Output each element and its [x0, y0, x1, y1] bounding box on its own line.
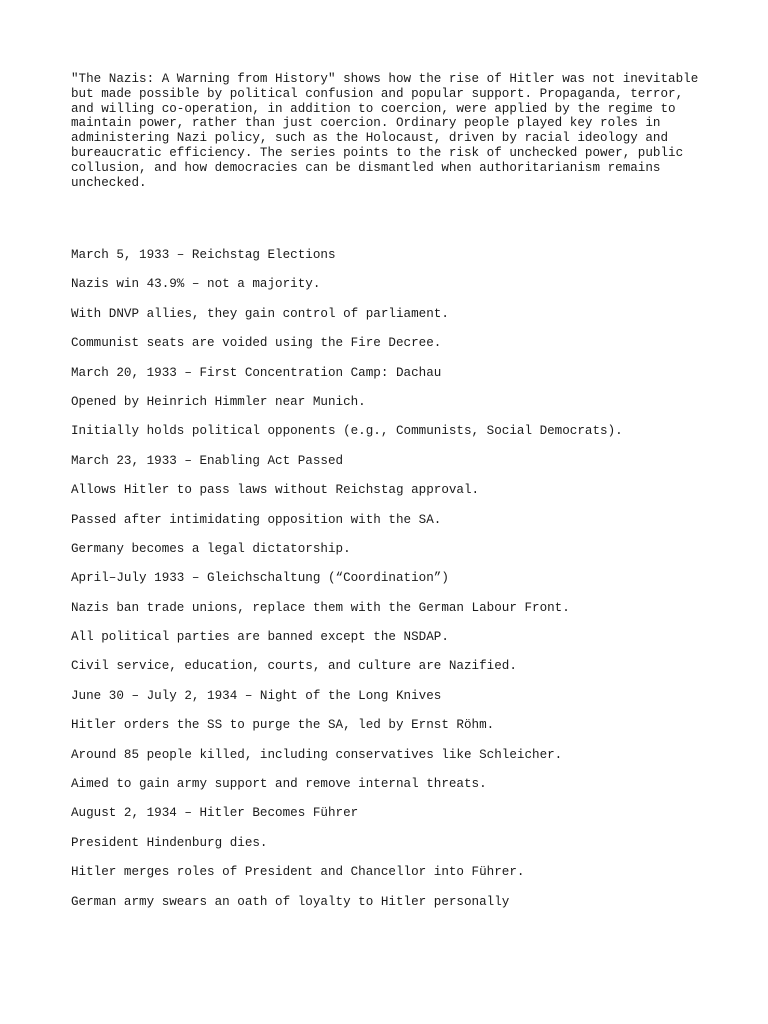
timeline-line: President Hindenburg dies. [71, 835, 268, 850]
timeline-line: August 2, 1934 – Hitler Becomes Führer [71, 806, 359, 821]
timeline-line: Nazis ban trade unions, replace them with the German Labour Front. [71, 600, 570, 615]
timeline-line: Hitler merges roles of President and Chancellor into Führer. [71, 865, 525, 880]
timeline-line: Opened by Heinrich Himmler near Munich. [71, 394, 366, 409]
timeline-list [71, 247, 751, 923]
timeline-line: June 30 – July 2, 1934 – Night of the Long Knives [71, 688, 442, 703]
timeline-line: Around 85 people killed, including conservatives like Schleicher. [71, 747, 563, 762]
timeline-line: March 20, 1933 – First Concentration Camp: Dachau [71, 365, 442, 380]
timeline-line: German army swears an oath of loyalty to Hitler personally [71, 894, 510, 909]
timeline-line: Civil service, education, courts, and culture are Nazified. [71, 659, 517, 674]
timeline-line: March 23, 1933 – Enabling Act Passed [71, 453, 344, 468]
timeline-line: Nazis win 43.9% – not a majority. [71, 277, 321, 292]
timeline-line: Germany becomes a legal dictatorship. [71, 541, 351, 556]
timeline-line: April–July 1933 – Gleichschaltung (“Coordination”) [71, 571, 449, 586]
timeline-line: All political parties are banned except the NSDAP. [71, 630, 449, 645]
timeline-line: Initially holds political opponents (e.g., Communists, Social Democrats). [71, 424, 623, 439]
timeline-line: Allows Hitler to pass laws without Reichstag approval. [71, 483, 480, 498]
timeline-line: Aimed to gain army support and remove internal threats. [71, 777, 487, 792]
timeline-line: Passed after intimidating opposition with the SA. [71, 512, 442, 527]
intro-paragraph: "The Nazis: A Warning from History" shows how the rise of Hitler was not inevitable but made possible by political confusion and popular support. Propaganda, terror, and willing co-operation, in addition to coercion, were applied by the regime to maintain power, rather than just coercion. Ordinary people played key roles in administering Nazi policy, such as the Holocaust, driven by racial ideology and bureaucratic efficiency. The series points to the risk of unchecked power, public collusion, and how democracies can be dismantled when authoritarianism remains unchecked. [71, 72, 699, 190]
timeline-line: Hitler orders the SS to purge the SA, led by Ernst Röhm. [71, 718, 495, 733]
timeline-line: March 5, 1933 – Reichstag Elections [71, 248, 336, 262]
timeline-line: With DNVP allies, they gain control of parliament. [71, 306, 449, 321]
timeline-line: Communist seats are voided using the Fire Decree. [71, 336, 442, 351]
